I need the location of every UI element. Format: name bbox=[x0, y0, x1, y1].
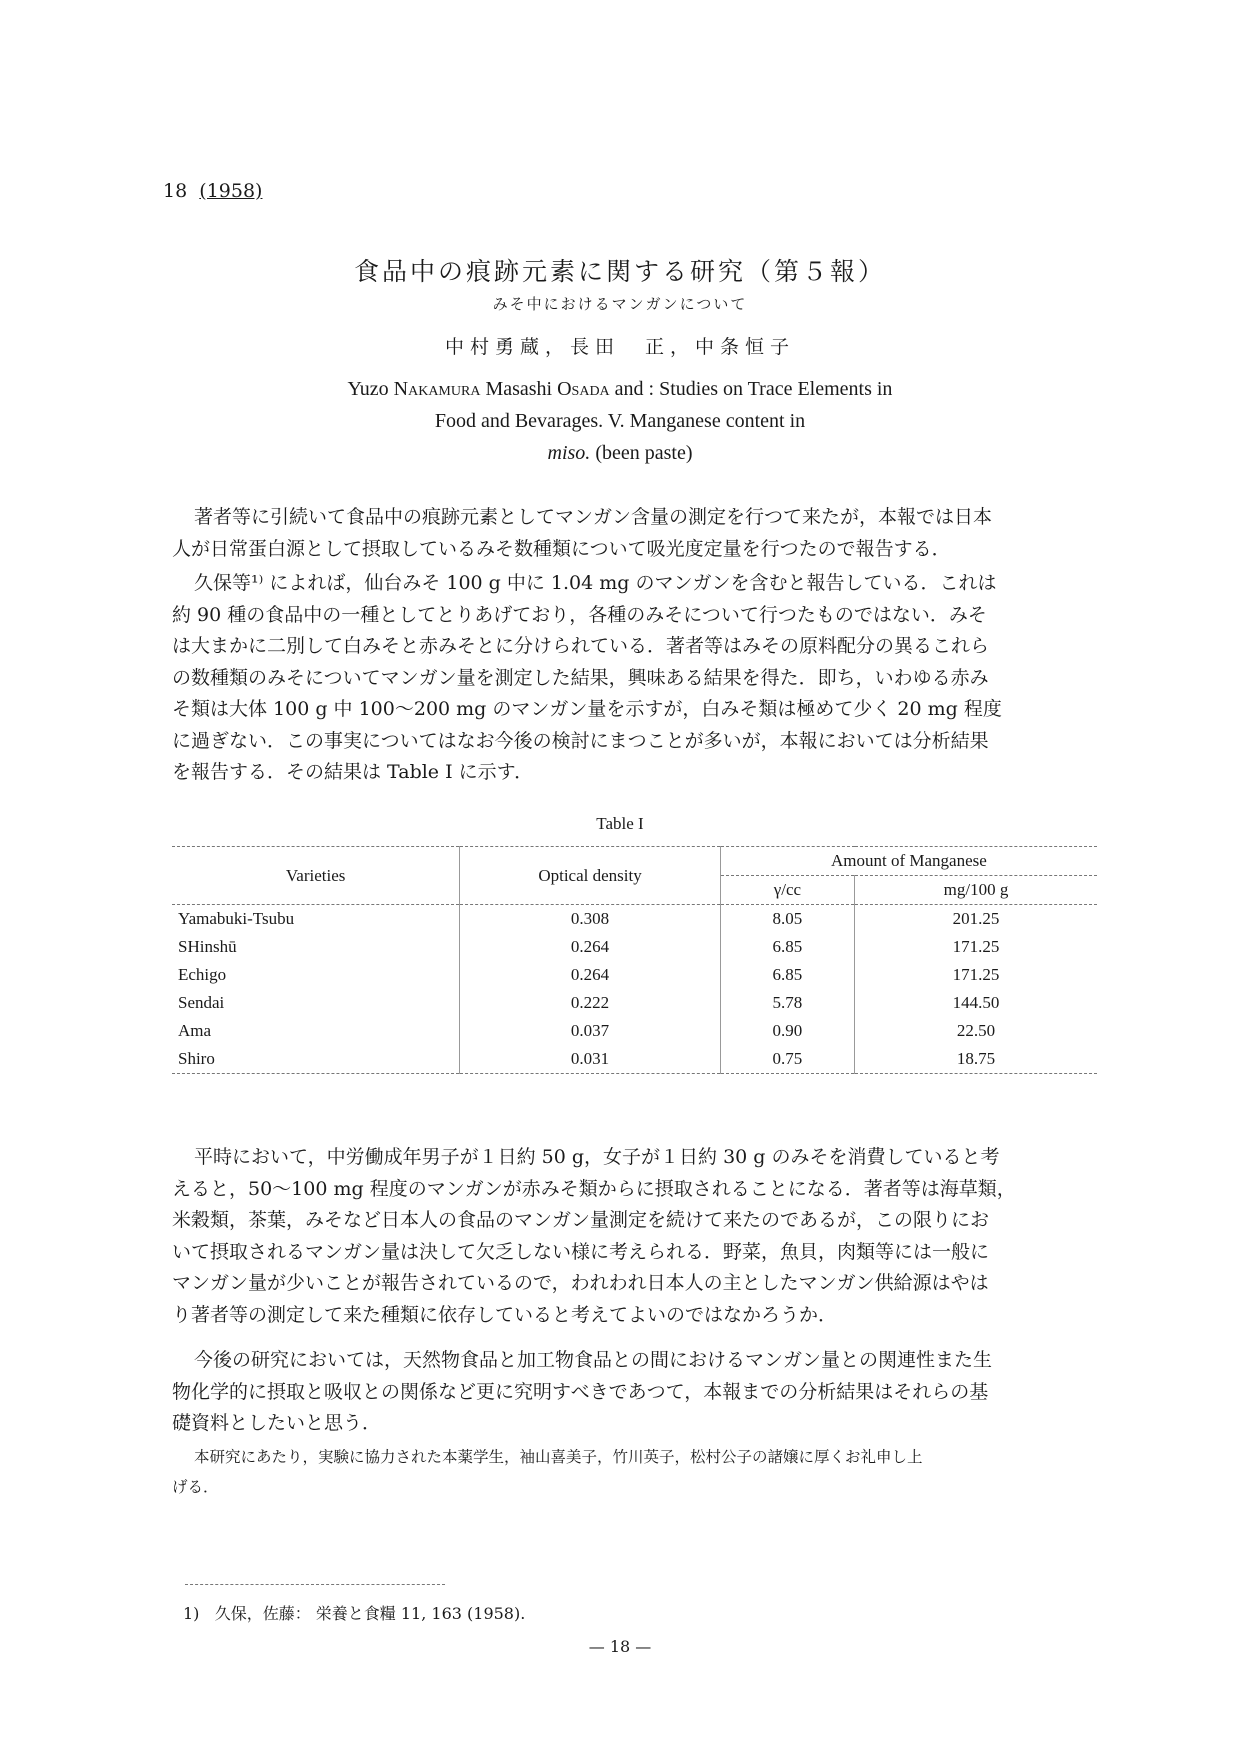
header-year: (1958) bbox=[199, 180, 263, 202]
text-line: を報告する．その結果は Table I に示す． bbox=[172, 761, 534, 783]
text-line: は大まかに二別して白みそと赤みそとに分けられている．著者等はみその原料配分の異るこれら bbox=[172, 635, 990, 657]
cell-optical-density: 0.264 bbox=[460, 933, 721, 961]
page-header bbox=[163, 180, 262, 202]
english-title-italic: miso. bbox=[547, 442, 591, 464]
col-varieties: Varieties bbox=[172, 847, 460, 905]
text-line: そ類は大体 100 g 中 100～200 mg のマンガン量を示すが，白みそ類は極めて少く 20 mg 程度 bbox=[172, 698, 1002, 720]
author-last: Osada bbox=[557, 378, 610, 400]
table-row bbox=[172, 1045, 1097, 1074]
author-first: Masashi bbox=[485, 378, 553, 400]
cell-mg-100g: 144.50 bbox=[855, 989, 1097, 1017]
japanese-authors: 中村勇蔵，長田 正，中条恒子 bbox=[444, 336, 795, 358]
cell-variety: SHinshū bbox=[178, 937, 237, 956]
paragraph-2 bbox=[172, 568, 1102, 789]
cell-mg-100g: 22.50 bbox=[855, 1017, 1097, 1045]
col-amount: Amount of Manganese bbox=[720, 847, 1097, 876]
cell-gamma-cc: 6.85 bbox=[720, 933, 854, 961]
cell-variety: Sendai bbox=[178, 993, 225, 1012]
cell-gamma-cc: 8.05 bbox=[720, 905, 854, 934]
table-row bbox=[172, 933, 1097, 961]
table-caption: Table I bbox=[596, 814, 644, 833]
header-page-number: 18 bbox=[163, 180, 188, 202]
cell-mg-100g: 18.75 bbox=[855, 1045, 1097, 1074]
text-line: マンガン量が少いことが報告されているので，われわれ日本人の主としたマンガン供給源はやは bbox=[172, 1272, 989, 1294]
reference-text: 久保，佐藤： 栄養と食糧 11, 163 (1958). bbox=[214, 1604, 526, 1623]
page-number: — 18 — bbox=[588, 1637, 652, 1656]
cell-variety: Ama bbox=[178, 1021, 212, 1040]
text-line: 平時において，中労働成年男子が１日約 50 g，女子が１日約 30 g のみそを消費していると考 bbox=[194, 1146, 1000, 1168]
cell-gamma-cc: 5.78 bbox=[720, 989, 854, 1017]
text-line: 物化学的に摂取と吸収との関係など更に究明すべきであつて，本報までの分析結果はそれらの基 bbox=[172, 1380, 989, 1403]
table-row bbox=[172, 961, 1097, 989]
cell-optical-density: 0.308 bbox=[460, 905, 721, 934]
japanese-title: 食品中の痕跡元素に関する研究（第５報） bbox=[353, 257, 886, 286]
paragraph-4 bbox=[172, 1345, 1102, 1440]
cell-gamma-cc: 0.90 bbox=[720, 1017, 854, 1045]
text-line: の数種類のみそについてマンガン量を測定した結果，興味ある結果を得た．即ち，いわゆる赤み bbox=[172, 666, 989, 689]
text-line: 米穀類，茶葉，みそなど日本人の食品のマンガン量測定を続けて来たのであるが，この限りにお bbox=[172, 1209, 990, 1231]
text-line: 約 90 種の食品中の一種としてとりあげており，各種のみそについて行つたものではない．みそ bbox=[172, 603, 987, 626]
text-line: 今後の研究においては，天然物食品と加工物食品との間におけるマンガン量との関連性また生 bbox=[194, 1349, 993, 1371]
cell-optical-density: 0.264 bbox=[460, 961, 721, 989]
text-line: えると，50～100 mg 程度のマンガンが赤みそ類からに摂取されることになる．著者等は海草類， bbox=[172, 1177, 1016, 1200]
paragraph-1 bbox=[172, 502, 1102, 565]
cell-gamma-cc: 0.75 bbox=[720, 1045, 854, 1074]
text-line: り著者等の測定して来た種類に依存していると考えてよいのではなかろうか． bbox=[172, 1303, 838, 1326]
col-mg-100g: mg/100 g bbox=[855, 876, 1097, 905]
text-line: 著者等に引続いて食品中の痕跡元素としてマンガン含量の測定を行つて来たが，本報では日本 bbox=[194, 506, 993, 528]
japanese-subtitle: みそ中におけるマンガンについて bbox=[492, 295, 748, 313]
table-row bbox=[172, 1017, 1097, 1045]
cell-variety: Yamabuki-Tsubu bbox=[178, 909, 295, 928]
cell-variety: Echigo bbox=[178, 965, 227, 984]
table-row bbox=[172, 905, 1097, 934]
acknowledgement bbox=[172, 1442, 1102, 1502]
paragraph-3 bbox=[172, 1142, 1102, 1331]
text-line: 久保等¹⁾ によれば，仙台みそ 100 g 中に 1.04 mg のマンガンを含むと報告している．これは bbox=[194, 572, 997, 594]
footnote-divider bbox=[185, 1584, 445, 1585]
english-title-line: (been paste) bbox=[590, 442, 693, 464]
text-line: 礎資料としたいと思う． bbox=[172, 1412, 382, 1434]
col-optical-density: Optical density bbox=[460, 847, 721, 905]
reference-number: 1) bbox=[183, 1604, 200, 1623]
cell-mg-100g: 171.25 bbox=[855, 933, 1097, 961]
cell-gamma-cc: 6.85 bbox=[720, 961, 854, 989]
cell-variety: Shiro bbox=[178, 1049, 215, 1068]
text-line: 本研究にあたり，実験に協力された本薬学生，袖山喜美子，竹川英子，松村公子の諸嬢に厚くお礼申し上 bbox=[194, 1448, 923, 1466]
text-line: いて摂取されるマンガン量は決して欠乏しない様に考えられる．野菜，魚貝，肉類等には一般に bbox=[172, 1240, 990, 1263]
cell-optical-density: 0.037 bbox=[460, 1017, 721, 1045]
text-line: 人が日常蛋白源として摂取しているみそ数種類について吸光度定量を行つたので報告する． bbox=[172, 537, 951, 560]
cell-mg-100g: 201.25 bbox=[855, 905, 1097, 934]
english-title bbox=[0, 373, 1240, 469]
english-title-line: and : Studies on Trace Elements in bbox=[614, 378, 893, 400]
table-row bbox=[172, 989, 1097, 1017]
author-first: Yuzo bbox=[347, 378, 389, 400]
author-last: Nakamura bbox=[393, 378, 481, 400]
english-title-line: Food and Bevarages. V. Manganese content in bbox=[434, 410, 806, 432]
text-line: に過ぎない．この事実についてはなお今後の検討にまつことが多いが，本報においては分析結果 bbox=[172, 729, 989, 752]
text-line: げる． bbox=[172, 1478, 219, 1496]
results-table bbox=[172, 846, 1097, 1074]
reference-1 bbox=[183, 1601, 525, 1624]
cell-optical-density: 0.031 bbox=[460, 1045, 721, 1074]
col-gamma-cc: γ/cc bbox=[720, 876, 854, 905]
cell-mg-100g: 171.25 bbox=[855, 961, 1097, 989]
cell-optical-density: 0.222 bbox=[460, 989, 721, 1017]
